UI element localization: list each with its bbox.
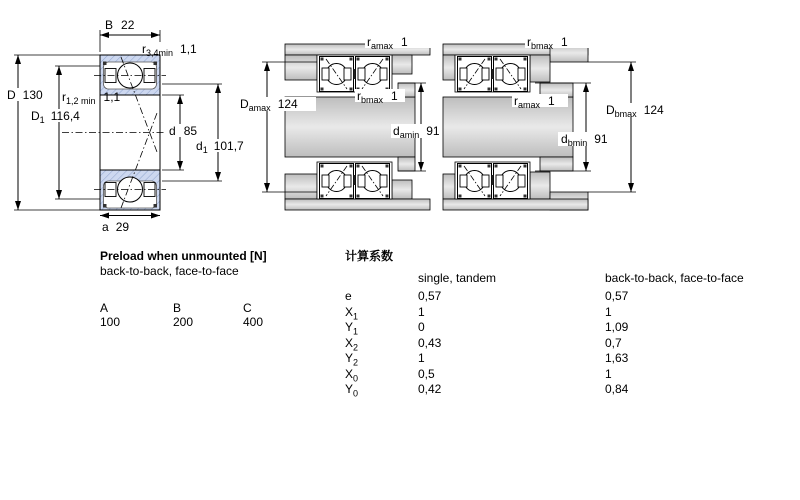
dim-width-B bbox=[100, 18, 160, 52]
preload-value: 200 bbox=[173, 315, 194, 329]
label-r34min: $r_{3,4min}$ 1,1 bbox=[142, 42, 197, 58]
preload-title: Preload when unmounted [N] bbox=[100, 249, 267, 263]
factor-symbol: $X_2$ bbox=[345, 335, 359, 352]
factors-row bbox=[345, 320, 744, 336]
preload-col-header: A bbox=[100, 301, 109, 315]
housing-bottom bbox=[443, 199, 588, 210]
factor-value-btb-ftf: 1 bbox=[605, 304, 612, 319]
label-d1: $d_1$ 101,7 bbox=[196, 139, 244, 155]
factors-col2-header: back-to-back, face-to-face bbox=[605, 271, 744, 285]
preload-col-header: C bbox=[243, 301, 252, 315]
factor-symbol: $Y_2$ bbox=[345, 351, 359, 368]
factors-row bbox=[345, 336, 744, 352]
label-rbmax-top: $r_{bmax}$ 1 bbox=[527, 35, 568, 51]
label-ramax-mid: $r_{amax}$ 1 bbox=[514, 94, 555, 110]
factors-row bbox=[345, 382, 744, 398]
dim-Damax bbox=[262, 62, 285, 192]
label-damin: $d_{amin}$ 91 bbox=[393, 124, 440, 140]
label-r12min: $r_{1,2 min}$ 1,1 bbox=[62, 90, 121, 106]
label-B: B 22 bbox=[105, 18, 135, 32]
label-ramax-top: $r_{amax}$ 1 bbox=[367, 35, 408, 51]
preload-value: 100 bbox=[100, 315, 121, 329]
preload-subtitle: back-to-back, face-to-face bbox=[100, 264, 239, 278]
factors-row bbox=[345, 351, 744, 367]
factor-value-single-tandem: 0,43 bbox=[418, 335, 442, 350]
dim-Dbmax bbox=[588, 62, 636, 192]
factors-title: 计算系数 bbox=[345, 249, 394, 263]
factors-row bbox=[345, 367, 744, 383]
factors-row bbox=[345, 289, 744, 305]
factors-row bbox=[345, 305, 744, 321]
calculation-factors-table bbox=[345, 250, 744, 398]
preload-values-row bbox=[100, 315, 267, 329]
factor-symbol: e bbox=[345, 289, 352, 303]
bearing-cross-section bbox=[4, 18, 249, 234]
factor-value-single-tandem: 1 bbox=[418, 304, 425, 319]
factor-value-btb-ftf: 0,7 bbox=[605, 335, 622, 350]
factor-value-btb-ftf: 0,84 bbox=[605, 382, 629, 396]
preload-table bbox=[100, 250, 267, 329]
factor-value-single-tandem: 0,5 bbox=[418, 366, 435, 381]
factor-symbol: $Y_0$ bbox=[345, 382, 359, 399]
label-dbmin: $d_{bmin}$ 91 bbox=[561, 132, 608, 148]
back-to-back-arrangement-diagram bbox=[238, 35, 449, 210]
factor-value-btb-ftf: 1 bbox=[605, 366, 612, 381]
label-d: d 85 bbox=[169, 124, 198, 138]
preload-header-row bbox=[100, 301, 267, 315]
factor-value-single-tandem: 1 bbox=[418, 351, 425, 365]
label-Damax: $D_{amax}$ 124 bbox=[240, 97, 298, 113]
label-a: a 29 bbox=[102, 220, 130, 234]
factor-value-single-tandem: 0,42 bbox=[418, 382, 442, 396]
factors-header-row bbox=[345, 272, 744, 284]
factor-value-btb-ftf: 1,09 bbox=[605, 320, 629, 334]
factor-symbol: $Y_1$ bbox=[345, 320, 359, 337]
factor-symbol: $X_1$ bbox=[345, 304, 359, 321]
technical-drawing bbox=[0, 0, 800, 245]
preload-col-header: B bbox=[173, 301, 182, 315]
housing-bottom bbox=[285, 199, 430, 210]
face-to-face-arrangement-diagram bbox=[443, 35, 669, 210]
factor-symbol: $X_0$ bbox=[345, 366, 359, 383]
factor-value-btb-ftf: 1,63 bbox=[605, 351, 629, 365]
factors-rows bbox=[345, 289, 744, 398]
dim-bore-d bbox=[162, 95, 204, 170]
label-D: D 130 bbox=[7, 88, 43, 102]
factor-value-single-tandem: 0 bbox=[418, 320, 425, 334]
label-Dbmax: $D_{bmax}$ 124 bbox=[606, 103, 664, 119]
factor-value-single-tandem: 0,57 bbox=[418, 289, 442, 303]
dim-a bbox=[100, 216, 160, 235]
label-D1: $D_1$ 116,4 bbox=[31, 109, 80, 125]
label-rbmax-mid: $r_{bmax}$ 1 bbox=[357, 89, 398, 105]
factors-col1-header: single, tandem bbox=[418, 271, 497, 285]
factor-value-btb-ftf: 0,57 bbox=[605, 289, 629, 303]
preload-value: 400 bbox=[243, 315, 264, 329]
